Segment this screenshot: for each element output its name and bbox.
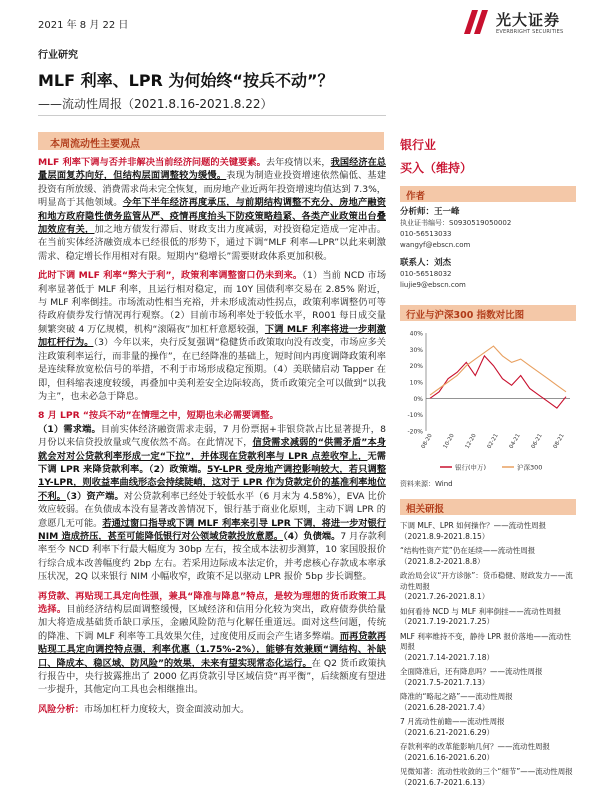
p1-text-b: 我国经济在总量层面复苏向好，但结构层面调整较为缓慢。 [38, 157, 386, 182]
risk-paragraph [38, 703, 386, 716]
logo [462, 8, 582, 40]
related-report-title: 全面降准后，还有降息吗？——流动性周报 [400, 667, 543, 676]
report-date: 2021 年 8 月 22 日 [38, 20, 129, 31]
paragraph-4 [38, 590, 386, 697]
report-category: 行业研究 [38, 50, 78, 61]
report-title: MLF 利率、LPR 为何始终“按兵不动”？ [38, 71, 334, 90]
x-tick-label: 10-20 [442, 433, 456, 450]
related-report-title: 下调 MLF、LPR 如何操作？——流动性周报 [400, 521, 547, 530]
related-report-item[interactable] [400, 632, 576, 664]
series-line-csi300 [430, 346, 566, 395]
related-report-date: （2021.7.26-2021.8.1） [400, 592, 490, 601]
p3-text-h: 对公贷款利率已经处于较低水平（6 月末为 4.58%），EVA 比价效应较弱。在负债成本没有显著改善情况下，银行基于商业化原则，主动下调 LPR 的意愿几无可能。 [38, 490, 387, 529]
logo-name-cn: 光大证券 [496, 11, 561, 29]
related-report-item[interactable] [400, 767, 576, 788]
p1-text-e: 加之地方债发行滞后、财政支出力度减弱，对投资稳定造成一定冲击。在当前实体经济融资成本已经很低的形势下，通过下调“MLF 利率—LPR”以此来刺激需求、稳定增长作用相对有限。短期内“稳增长”需要财政体系更加积极。 [38, 224, 386, 262]
analyst-email: wangyf@ebscn.com [400, 241, 471, 249]
related-report-date: （2021.6.7-2021.6.13） [400, 777, 490, 787]
related-header-label: 相关研报 [406, 504, 445, 515]
contact-phone: 010-56518032 [400, 270, 452, 278]
p1-text-a: 去年疫情以来， [265, 157, 331, 168]
related-header [400, 499, 576, 515]
p3-text-f: 5Y-LPR 受房地产调控影响较大，若只调整 1Y-LPR，则收益率曲线形态会持续陡峭，这对于 LPR 作为贷款定价的基准利率地位不利。 [38, 463, 387, 502]
x-tick-label: 06-21 [530, 433, 544, 450]
p3-text-c: 信贷需求减弱的“供需矛盾”本身就会对对公贷款利率形成一定“下拉”，并体现在贷款利率与 LPR 点差收窄上， [38, 437, 387, 462]
index-comparison-chart [400, 327, 576, 477]
x-tick-label: 02-21 [486, 433, 500, 450]
related-report-title: 存款利率的改革能影响几何？——流动性周报 [400, 742, 550, 751]
chart-source: 资料来源：Wind [400, 480, 453, 488]
analyst-phone: 010-56513033 [400, 230, 452, 238]
related-report-item[interactable] [400, 667, 576, 688]
p2-lead: 此时下调 MLF 利率“弊大于利”，政策利率调整窗口仍未到来。 [38, 270, 303, 282]
p2-text-c: （3）今年以来，央行反复强调“稳健货币政策取向没有改变，市场应多关注政策利率运行，而非量的操作”，在已经降准的基础上，短时间内再度调降政策利率是连续释放宽松信号的举措，不利于市场形成稳定预期。（4）美联储启动 Tapper 在即，但科缩表速度较缓，再叠加中美利差安全边际较高，货币政策完全可以做到“以我为主”，也未必急于降息。 [38, 337, 386, 402]
related-report-date: （2021.8.2-2021.8.8） [400, 556, 485, 566]
related-report-date: （2021.7.19-2021.7.25） [400, 617, 495, 626]
logo-name-en: EVERBRIGHT SECURITIES [496, 29, 564, 35]
contact-email: liujie9@ebscn.com [400, 281, 466, 289]
chart-header [400, 305, 576, 321]
p1-text-c: 表现为制造业投资增速依然偏低、基建投资有所放缓、消费需求尚未完全恢复，而房地产业近两年投资增速均值达到 7.3%，明显高于其他领域。 [38, 170, 387, 209]
contact-name: 联系人：刘杰 [400, 258, 452, 268]
author-header [400, 186, 576, 202]
x-tick-label: 04-21 [508, 433, 522, 450]
related-list [400, 521, 576, 788]
risk-label: 风险分析： [38, 703, 84, 715]
p3-text-d: 无需下调 LPR 来降贷款利率。 [38, 450, 386, 475]
rating-label: 买入（维持） [400, 161, 473, 175]
related-report-item[interactable] [400, 692, 576, 713]
p3-text-i: 若通过窗口指导或下调 MLF 利率来引导 LPR 下调，将进一步对银行 NIM 造成挤压，甚至可能降低银行对公领域贷款投放意愿。 [38, 517, 387, 542]
p4-lead: 再贷款、再贴现工具定向性强，兼具“降准与降息”特点，是较为理想的货币政策工具选择。 [38, 590, 386, 615]
y-tick-label: 40% [409, 330, 423, 338]
sidebar [400, 132, 576, 792]
logo-mark-icon [462, 8, 490, 36]
related-report-item[interactable] [400, 717, 576, 738]
p1-text-d: 今年下半年经济再度承压，与前期结构调整不充分、房地产融资和地方政府隐性债务监管从严、疫情再度抬头下防疫策略趋紧、各类产业政策出台叠加效应有关， [38, 197, 386, 236]
industry-label: 银行业 [400, 138, 437, 152]
chart-svg [400, 327, 576, 477]
related-report-item[interactable] [400, 521, 576, 542]
related-report-date: （2021.8.9-2021.8.15） [400, 531, 490, 541]
related-report-title: MLF 利率维持不变，静待 LPR 报价落地——流动性周报 [400, 631, 572, 651]
related-report-title: 政治局会议“开方诊脉”：货币稳健、财政发力——流动性周报 [400, 571, 573, 591]
related-report-date: （2021.7.14-2021.7.18） [400, 652, 495, 662]
p4-text-a: 目前经济结构层面调整缓慢，区域经济和信用分化较为突出，政府债券供给量加大将造成基础货币缺口承压，金融风险防范与化解任重道远。面对这些问题，传统的降准、下调 MLF 利率等工具效果欠佳，过度使用反而会产生诸多弊端。 [38, 604, 386, 642]
y-tick-label: -10% [407, 412, 423, 420]
y-tick-label: 10% [409, 379, 423, 387]
related-report-title: 如何看待 NCD 与 MLF 利率倒挂——流动性周报 [400, 606, 562, 616]
title-divider [38, 115, 386, 116]
related-report-item[interactable] [400, 607, 576, 628]
related-report-date: （2021.6.16-2021.6.20） [400, 752, 495, 762]
p3-text-b: 目前实体经济融资需求走弱，7 月份票据+非银贷款占比显著提升，8 月份以来信贷投放量或气度依然不高。在此情况下， [38, 423, 386, 449]
author-header-label: 作者 [406, 191, 426, 202]
p3-demand-label: （1）需求端。 [38, 423, 101, 435]
p2-text-b: 下调 MLF 利率将进一步刺激加杠杆行为。 [38, 323, 386, 349]
p3-asset-label: （3）资产端。 [65, 490, 124, 502]
p4-text-c: 在 Q2 货币政策执行报告中，央行披露推出了 2000 亿再贷款引导区域信贷“再平衡”，后续额度有望进一步提升，其他定向工具也会相继推出。 [38, 657, 386, 696]
paragraph-2 [38, 269, 386, 403]
y-tick-label: -20% [407, 428, 423, 436]
related-report-date: （2021.6.21-2021.6.29） [400, 727, 495, 737]
legend-label: 沪深300 [517, 463, 543, 472]
p3-text-k: 7 月存款利率至今 NCD 利率下行最大幅度为 30bp 左右，按全成本法初步测算，10 家国股报价行综合成本改善幅度约 2bp 左右。若采用边际成本法定价，并考虑核心存款成本率承压状况，2Q 以来银行 NIM 小幅收窄，政策不足以驱动 LPR 报价 5bp 步长调整。 [38, 530, 387, 583]
p3-lead: 8 月 LPR “按兵不动”在情理之中，短期也未必需要调整。 [38, 410, 279, 422]
x-tick-label: 08-20 [420, 433, 434, 450]
y-tick-label: 30% [409, 346, 423, 354]
series-line-bank [430, 356, 566, 408]
related-report-title: 降准的“略起之路”——流动性周报 [400, 692, 513, 701]
p4-text-b: 而再贷款再贴现工具定向调控特点强，利率优惠（1.75%-2%），能够有效兼顾“调结构、补缺口、降成本、稳区域、防风险”的效果，未来有望实现常态化运行。 [38, 630, 387, 669]
paragraph-1 [38, 156, 386, 263]
related-report-title: 7 月流动性前瞻——流动性周报 [400, 717, 505, 726]
section-header [38, 132, 384, 150]
analyst-name: 分析师：王一峰 [400, 207, 460, 217]
related-report-item[interactable] [400, 571, 576, 603]
paragraph-3 [38, 409, 386, 583]
related-report-title: 见微知著：流动性收敛的三个“细节”——流动性周报 [400, 767, 573, 776]
x-tick-label: 08-21 [552, 433, 566, 450]
report-subtitle: ——流动性周报（2021.8.16-2021.8.22） [38, 97, 273, 111]
risk-text: 市场加杠杆力度较大，资金面波动加大。 [83, 703, 250, 715]
related-report-date: （2021.6.28-2021.7.4） [400, 702, 490, 712]
related-report-item[interactable] [400, 546, 576, 567]
legend-label: 银行(申万) [455, 463, 487, 472]
section-title: 本周流动性主要观点 [50, 139, 140, 150]
p1-lead: MLF 利率下调与否并非解决当前经济问题的关键要素。 [38, 157, 266, 168]
p2-text-a: （1）当前 NCD 市场利率显著低于 MLF 利率，且运行相对稳定，而 10Y 国债利率交易在 2.85% 附近，与 MLF 利率倒挂。市场流动性相当充裕，并未形成流动性拐点，政策利率调整仍可等待政府债券发行情况再行观察。（2）目前市场利率处于较低水平，R001 每日成交量频繁突破 4 万亿规模，机构“滚隔夜”加杠杆意愿较强， [38, 270, 387, 335]
p3-liability-label: （4）负债端。 [283, 530, 341, 542]
related-report-title: “结构性资产荒”仍在延续——流动性周报 [400, 546, 536, 555]
y-tick-label: 0% [413, 395, 423, 403]
related-report-date: （2021.7.5-2021.7.13） [400, 677, 490, 687]
x-tick-label: 12-20 [464, 433, 478, 450]
p3-policy-label: （2）政策端。 [148, 463, 208, 475]
related-report-item[interactable] [400, 742, 576, 763]
y-tick-label: 20% [409, 363, 423, 371]
chart-header-label: 行业与沪深300 指数对比图 [406, 310, 525, 321]
analyst-cert: 执业证书编号：S0930519050002 [400, 219, 512, 227]
main-body [38, 156, 386, 722]
